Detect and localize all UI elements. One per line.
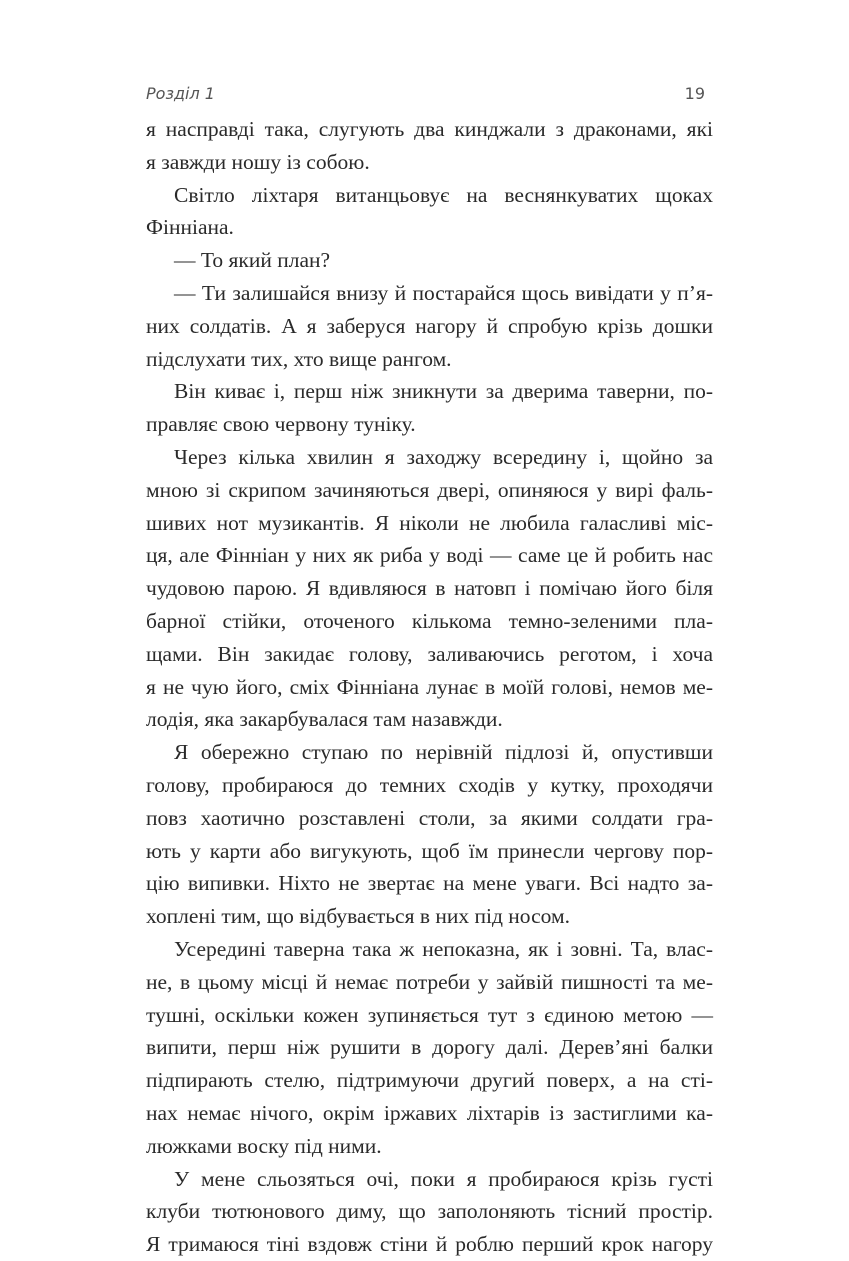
text-line: — То який план? — [174, 248, 331, 273]
text-line: випити, перш ніж рушити в дорогу далі. Дерев’яні балки — [146, 1035, 713, 1060]
text-line: я завжди ношу із собою. — [146, 149, 370, 174]
paragraph — [146, 113, 713, 179]
paragraph — [146, 179, 713, 245]
text-line: ця, але Фінніан у них як риба у воді — саме це й робить нас — [146, 543, 713, 568]
paragraph — [146, 1163, 713, 1261]
text-line: підпирають стелю, підтримуючи другий поверх, а на сті- — [146, 1068, 713, 1093]
text-line: мною зі скрипом зачиняються двері, опиняюся у вирі фаль- — [146, 477, 713, 502]
text-line: правляє свою червону туніку. — [146, 412, 416, 437]
text-line: барної стійки, оточеного кількома темно-зеленими пла- — [146, 608, 713, 633]
running-header — [146, 84, 713, 110]
page-number: 19 — [684, 84, 705, 103]
text-line: не, в цьому місці й немає потреби у зайвій пишності та ме- — [146, 969, 713, 994]
text-line: клуби тютюнового диму, що заполоняють тісний простір. — [146, 1199, 713, 1224]
text-line: них солдатів. А я заберуся нагору й спробую крізь дошки — [146, 313, 713, 338]
text-line: я не чую його, сміх Фінніана лунає в моїй голові, немов ме- — [146, 674, 713, 699]
chapter-title: Розділ 1 — [146, 84, 215, 103]
paragraph — [146, 933, 713, 1163]
text-line: Він киває і, перш ніж зникнути за дверима таверни, по- — [174, 379, 713, 404]
text-line: Світло ліхтаря витанцьовує на веснянкуватих щоках — [174, 182, 713, 207]
text-line: тушні, оскільки кожен зупиняється тут з єдиною метою — — [146, 1002, 713, 1027]
text-line: щами. Він закидає голову, заливаючись реготом, і хоча — [146, 641, 713, 666]
text-line: нах немає нічого, окрім іржавих ліхтарів із застиглими ка- — [146, 1100, 713, 1125]
text-line: я насправді така, слугують два кинджали з драконами, які — [146, 117, 713, 141]
text-line: ють у карти або вигукують, щоб їм принесли чергову пор- — [146, 838, 713, 863]
body-text — [146, 113, 713, 1261]
text-line: У мене сльозяться очі, поки я пробираюся крізь густі — [174, 1166, 713, 1191]
text-line: повз хаотично розставлені столи, за якими солдати гра- — [146, 805, 713, 830]
text-line: Я обережно ступаю по нерівній підлозі й, опустивши — [174, 740, 713, 765]
paragraph — [146, 244, 713, 277]
text-line: підслухати тих, хто вище рангом. — [146, 346, 452, 371]
paragraph — [146, 375, 713, 441]
text-line: шивих нот музикантів. Я ніколи не любила галасливі міс- — [146, 510, 713, 535]
text-line: лодія, яка закарбувалася там назавжди. — [146, 707, 503, 732]
text-line: Я тримаюся тіні вздовж стіни й роблю перший крок нагору — [146, 1232, 713, 1257]
text-line: голову, пробираюся до темних сходів у кутку, проходячи — [146, 772, 713, 797]
paragraph — [146, 441, 713, 736]
paragraph — [146, 736, 713, 933]
text-line: Усередині таверна така ж непоказна, як і зовні. Та, влас- — [174, 936, 713, 961]
text-line: Фінніана. — [146, 215, 234, 240]
text-line: цію випивки. Ніхто не звертає на мене уваги. Всі надто за- — [146, 871, 713, 896]
text-line: — Ти залишайся внизу й постарайся щось вивідати у п’я- — [174, 280, 713, 305]
text-line: хоплені тим, що відбувається в них під носом. — [146, 904, 570, 929]
text-line: Через кілька хвилин я заходжу всередину і, щойно за — [174, 444, 713, 469]
text-line: чудовою парою. Я вдивляюся в натовп і помічаю його біля — [146, 576, 713, 601]
text-line: люжками воску під ними. — [146, 1133, 382, 1158]
paragraph — [146, 277, 713, 375]
